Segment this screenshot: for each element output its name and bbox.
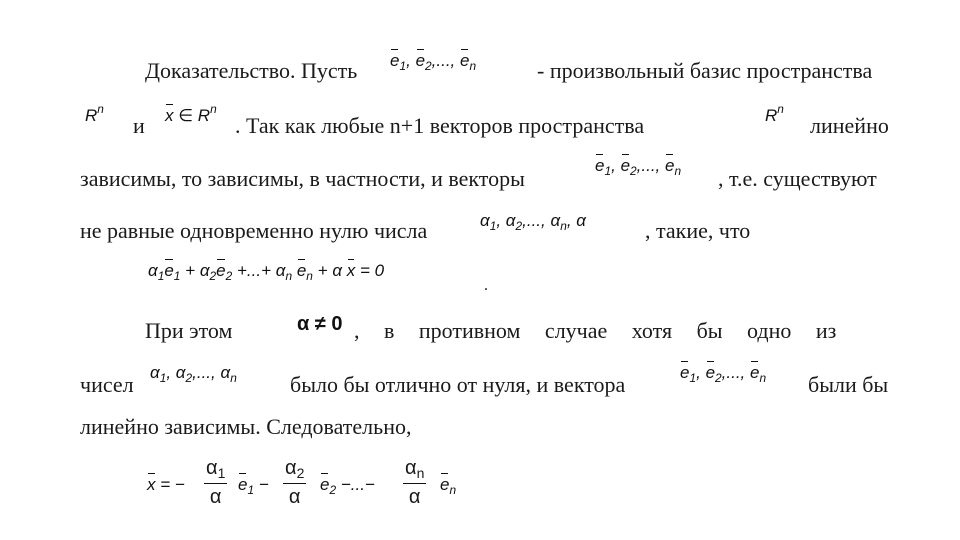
equation-period: . [484,277,488,294]
x-in-Rn-formula: x ∈ $R^n$ [165,102,217,125]
fraction-alpha1-over-alpha: $\alpha_1$ α [206,457,226,508]
numbers-text: чисел [80,372,134,397]
since-any-text: . Так как любые n+1 векторов пространства [235,113,645,138]
ie-exist-text: , т.е. существуют [718,166,877,191]
dependent-vectors-text: зависимы, то зависимы, в частности, и векторы [80,166,525,191]
and-text: и [133,113,145,138]
otherwise-text: , в противном случае хотя бы одно из [354,318,837,343]
linearly-text: линейно [810,113,889,138]
would-be-text: было бы отлично от нуля, и вектора [290,372,626,397]
fraction-alpha2-over-alpha: $\alpha_2$ α [285,457,305,508]
e1-term: $e_1$ − [238,475,269,497]
linear-combination-equation: $\alpha_1e_1 + \alpha_2e_2$ +...+ $\alpha_n$ $e_n + \alpha$ x = 0 [148,261,385,283]
arbitrary-basis-text: - произвольный базис пространства [537,58,873,83]
alpha-not-zero-formula: α ≠ 0 [297,313,343,335]
e2-term: $e_2$ −...− [320,475,375,497]
space-Rn-symbol: $R^n$ [85,102,104,125]
alpha-coefficients-formula: $\alpha_1$, $\alpha_2$,..., $\alpha_n$, α [480,211,586,233]
therefore-text: линейно зависимы. Следовательно, [80,414,412,439]
vectors-formula-2: $e_1$, $e_2$,..., $e_n$ [680,363,767,385]
not-all-zero-text: не равные одновременно нулю числа [80,218,428,243]
such-that-text: , такие, что [645,218,751,243]
space-Rn-symbol-2: $R^n$ [765,102,784,125]
alpha-list-formula: $\alpha_1$, $\alpha_2$,..., $\alpha_n$ [150,363,237,385]
proof-heading-text: Доказательство. Пусть [145,58,358,83]
en-term: $e_n$ [440,475,457,497]
were-text: были бы [808,372,889,397]
x-expression-lhs: x = − [147,475,185,494]
at-this-text: При этом [145,318,233,343]
basis-vectors-formula: $e_1$, $e_2$,..., $e_n$ [390,51,477,73]
vectors-formula: $e_1$, $e_2$,..., $e_n$ [595,156,682,178]
fraction-alphan-over-alpha: $\alpha_n$ α [405,457,425,508]
